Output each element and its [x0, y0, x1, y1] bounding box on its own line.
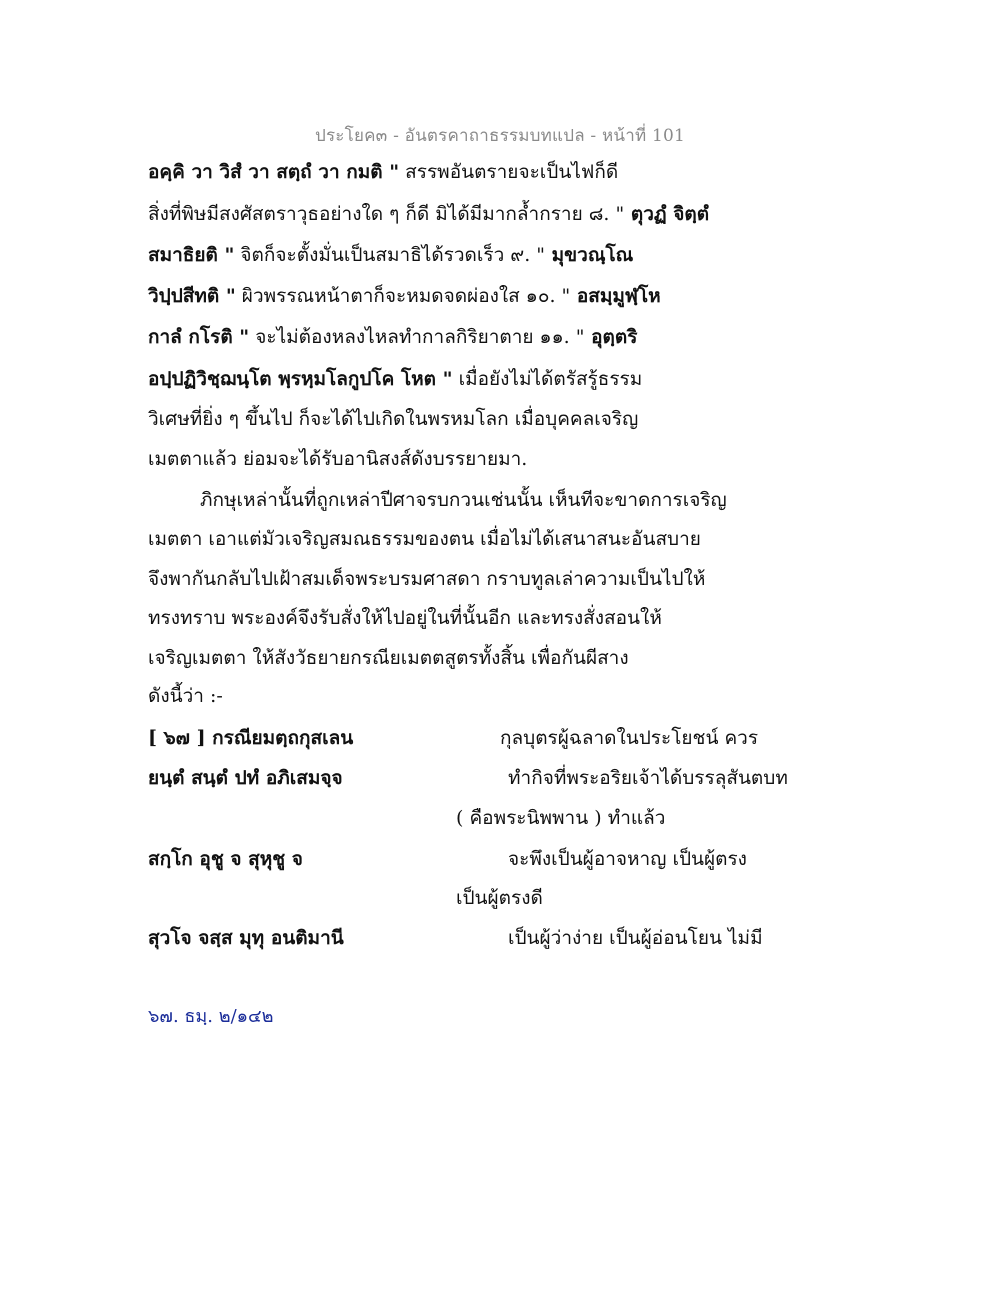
pali-text: ตุวฏํ จิตฺตํ	[624, 203, 710, 225]
text-line-8: เมตตาแล้ว ย่อมจะได้รับอานิสงส์ดังบรรยายมา.	[148, 448, 528, 470]
text-line-7: วิเศษที่ยิ่ง ๆ ขึ้นไป ก็จะได้ไปเกิดในพรหมโลก เมื่อบุคคลเจริญ	[148, 408, 639, 430]
text-line-5	[148, 323, 637, 351]
text-line-14: ดังนี้ว่า :-	[148, 685, 223, 707]
text-line-10: เมตตา เอาแต่มัวเจริญสมณธรรมของตน เมื่อไม่ได้เสนาสนะอันสบาย	[148, 528, 701, 550]
pali-text: กาลํ กโรติ "	[148, 326, 250, 348]
pali-text: สมาธิยติ "	[148, 244, 235, 266]
verse-translation: กุลบุตรผู้ฉลาดในประโยชน์ ควร	[500, 727, 759, 749]
thai-text: สิ่งที่พิษมีสงศัสตราวุธอย่างใด ๆ ก็ดี มิได้มีมากล้ำกราย ๘. "	[148, 203, 625, 225]
pali-text: มุขวณฺโณ	[545, 244, 634, 266]
text-line-4	[148, 282, 661, 310]
pali-text: อุตฺตริ	[584, 326, 638, 348]
text-line-2	[148, 200, 709, 228]
verse-translation: ทำกิจที่พระอริยเจ้าได้บรรลุสันตบท	[508, 767, 788, 789]
thai-text: จะไม่ต้องหลงไหลทำกาลกิริยาตาย ๑๑. "	[249, 326, 585, 348]
verse-translation: ( คือพระนิพพาน ) ทำแล้ว	[456, 807, 666, 829]
pali-text: อคฺคิ วา วิสํ วา สตฺถํ วา กมติ "	[148, 161, 400, 183]
verse-translation: เป็นผู้ว่าง่าย เป็นผู้อ่อนโยน ไม่มี	[508, 927, 763, 949]
text-line-13: เจริญเมตตา ให้สังวัธยายกรณียเมตตสูตรทั้งสิ้น เพื่อกันผีสาง	[148, 647, 629, 669]
text-line-6	[148, 365, 642, 393]
text-line-12: ทรงทราบ พระองค์จึงรับสั่งให้ไปอยู่ในที่นั้นอีก และทรงสั่งสอนให้	[148, 607, 662, 629]
text-line-9: ภิกษุเหล่านั้นที่ถูกเหล่าปีศาจรบกวนเช่นนั้น เห็นทีจะขาดการเจริญ	[200, 489, 727, 511]
text-line-3	[148, 241, 633, 269]
verse-pali: สกฺโก อุชู จ สุหุชู จ	[148, 848, 303, 870]
pali-text: อปฺปฏิวิชฺฌนฺโต พฺรหฺมโลกูปโค โหต "	[148, 368, 453, 390]
verse-pali: สุวโจ จสฺส มุทุ อนติมานี	[148, 927, 344, 949]
verse-translation: เป็นผู้ตรงดี	[456, 887, 543, 909]
pali-text: อสมฺมูฬฺโห	[570, 285, 661, 307]
verse-pali: ยนฺตํ สนฺตํ ปทํ อภิเสมจฺจ	[148, 767, 343, 789]
pali-text: วิปฺปสีทติ "	[148, 285, 236, 307]
verse-pali: [ ๖๗ ] กรณียมตฺถกุสเลน	[148, 727, 354, 749]
footnote: ๖๗. ธมฺ. ๒/๑๔๒	[148, 1006, 274, 1027]
text-line-11: จึงพากันกลับไปเฝ้าสมเด็จพระบรมศาสดา กราบทูลเล่าความเป็นไปให้	[148, 568, 706, 590]
thai-text: สรรพอันตรายจะเป็นไฟก็ดี	[399, 161, 619, 183]
verse-translation: จะพึงเป็นผู้อาจหาญ เป็นผู้ตรง	[508, 848, 747, 870]
text-line-1	[148, 158, 618, 186]
thai-text: เมื่อยังไม่ได้ตรัสรู้ธรรม	[452, 368, 643, 390]
thai-text: จิตก็จะตั้งมั่นเป็นสมาธิได้รวดเร็ว ๙. "	[234, 244, 546, 266]
page-header: ประโยค๓ - อันตรคาถาธรรมบทแปล - หน้าที่ 101	[314, 126, 686, 146]
thai-text: ผิวพรรณหน้าตาก็จะหมดจดผ่องใส ๑๐. "	[235, 285, 571, 307]
